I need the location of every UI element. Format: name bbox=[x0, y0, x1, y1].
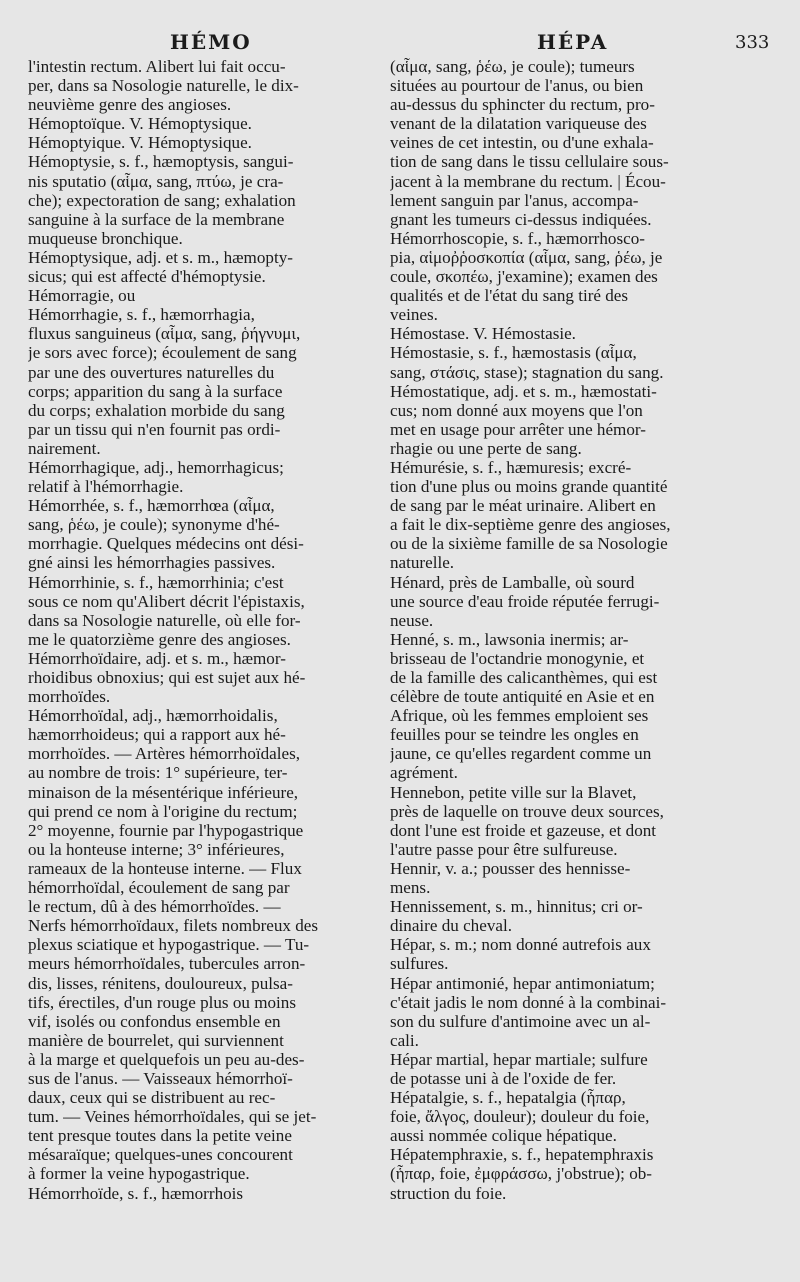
text-line: à la marge et quelquefois un peu au-des- bbox=[28, 1049, 305, 1069]
text-line: nairement. bbox=[28, 438, 101, 458]
text-line: Hépar, s. m.; nom donné autrefois aux bbox=[390, 935, 651, 955]
text-line: Hémorrhagique, adj., hemorrhagicus; bbox=[28, 457, 284, 477]
text-line: neuvième genre des angioses. bbox=[28, 95, 232, 115]
right-column bbox=[390, 57, 740, 1203]
text-line: 2° moyenne, fournie par l'hypogastrique bbox=[28, 820, 304, 840]
text-line: une source d'eau froide réputée ferrugi- bbox=[390, 591, 660, 611]
text-line: feuilles pour se teindre les ongles en bbox=[390, 725, 639, 745]
header-left-word: HÉMO bbox=[170, 30, 252, 54]
text-line: morrhoïdes. bbox=[28, 687, 111, 707]
text-line: tum. — Veines hémorrhoïdales, qui se jet- bbox=[28, 1107, 317, 1127]
text-line: dans sa Nosologie naturelle, où elle for- bbox=[28, 610, 301, 630]
text-line: per, dans sa Nosologie naturelle, le dix- bbox=[28, 76, 299, 96]
text-line: jaune, ce qu'elles regardent comme un bbox=[390, 744, 652, 764]
text-line: situées au pourtour de l'anus, ou bien bbox=[390, 76, 644, 96]
text-line: qualités et de l'état du sang tiré des bbox=[390, 286, 629, 306]
left-column bbox=[28, 57, 378, 1203]
text-line: Henné, s. m., lawsonia inermis; ar- bbox=[390, 629, 629, 649]
text-line: son du sulfure d'antimoine avec un al- bbox=[390, 1011, 651, 1031]
text-line: je sors avec force); écoulement de sang bbox=[28, 343, 297, 363]
text-line: Hémorrhoïdaire, adj. et s. m., hæmor- bbox=[28, 648, 286, 668]
text-line: struction du foie. bbox=[390, 1183, 507, 1203]
text-line: plexus sciatique et hypogastrique. — Tu- bbox=[28, 935, 310, 955]
text-line: dont l'une est froide et gazeuse, et dont bbox=[390, 820, 657, 840]
page-number: 333 bbox=[735, 32, 770, 53]
text-line: tifs, érectiles, d'un rouge plus ou moins bbox=[28, 992, 296, 1012]
text-line: Hémorrhagie, s. f., hæmorrhagia, bbox=[28, 305, 255, 325]
text-line: Hémoptyique. V. Hémoptysique. bbox=[28, 133, 252, 153]
text-line: Hennissement, s. m., hinnitus; cri or- bbox=[390, 897, 643, 917]
text-line: Hémurésie, s. f., hæmuresis; excré- bbox=[390, 457, 632, 477]
text-line: sous ce nom qu'Alibert décrit l'épistaxis, bbox=[28, 591, 305, 611]
text-line: Hémoptoïque. V. Hémoptysique. bbox=[28, 114, 252, 134]
text-line: relatif à l'hémorrhagie. bbox=[28, 477, 184, 497]
text-line: dinaire du cheval. bbox=[390, 916, 512, 936]
text-line: rhoidibus obnoxius; qui est sujet aux hé- bbox=[28, 668, 306, 687]
text-line: veines de cet intestin, ou d'une exhala- bbox=[390, 133, 654, 153]
text-line: Nerfs hémorrhoïdaux, filets nombreux des bbox=[28, 916, 319, 936]
text-line: Hémorrhoïde, s. f., hæmorrhois bbox=[28, 1183, 244, 1203]
text-line: hæmorrhoideus; qui a rapport aux hé- bbox=[28, 725, 286, 745]
text-line: foie, ἄλγος, douleur); douleur du foie, bbox=[390, 1107, 650, 1127]
text-line: ou la honteuse interne; 3° inférieures, bbox=[28, 839, 285, 859]
text-line: vif, isolés ou confondus ensemble en bbox=[28, 1011, 281, 1031]
text-line: au-dessus du sphincter du rectum, pro- bbox=[390, 95, 655, 115]
text-line: c'était jadis le nom donné à la combinai- bbox=[390, 992, 667, 1012]
text-line: tent presque toutes dans la petite veine bbox=[28, 1126, 292, 1146]
text-line: l'intestin rectum. Alibert lui fait occu- bbox=[28, 57, 286, 76]
text-line: Hépatalgie, s. f., hepatalgia (ἧπαρ, bbox=[390, 1088, 626, 1108]
text-line: mens. bbox=[390, 878, 431, 898]
text-line: le rectum, dû à des hémorrhoïdes. — bbox=[28, 897, 281, 917]
text-line: au nombre de trois: 1° supérieure, ter- bbox=[28, 763, 288, 783]
text-line: Hémoptysie, s. f., hæmoptysis, sangui- bbox=[28, 152, 294, 172]
text-line: Afrique, où les femmes emploient ses bbox=[390, 706, 649, 726]
text-line: mésaraïque; quelques-unes concourent bbox=[28, 1145, 293, 1165]
text-line: Hépatemphraxie, s. f., hepatemphraxis bbox=[390, 1145, 654, 1165]
text-line: Hennir, v. a.; pousser des hennisse- bbox=[390, 858, 631, 878]
text-line: Hémorragie, ou bbox=[28, 286, 136, 306]
text-line: sus de l'anus. — Vaisseaux hémorrhoï- bbox=[28, 1068, 293, 1088]
text-line: tion d'une plus ou moins grande quantité bbox=[390, 477, 668, 497]
text-line: jacent à la membrane du rectum. | Écou- bbox=[390, 171, 666, 191]
text-line: célèbre de toute antiquité en Asie et en bbox=[390, 687, 655, 707]
text-line: Hémorrhée, s. f., hæmorrhœa (αἷμα, bbox=[28, 496, 275, 516]
text-line: veines. bbox=[390, 305, 438, 325]
text-line: manière de bourrelet, qui surviennent bbox=[28, 1030, 284, 1050]
text-line: cus; nom donné aux moyens que l'on bbox=[390, 400, 643, 420]
text-line: neuse. bbox=[390, 610, 434, 630]
text-line: Hépar martial, hepar martiale; sulfure bbox=[390, 1049, 648, 1069]
text-line: gnant les tumeurs ci-dessus indiquées. bbox=[390, 209, 652, 229]
text-line: daux, ceux qui se distribuent au rec- bbox=[28, 1088, 276, 1108]
text-line: fluxus sanguineus (αἷμα, sang, ῥήγνυμι, bbox=[28, 324, 301, 344]
text-line: naturelle. bbox=[390, 553, 455, 573]
text-line: Hennebon, petite ville sur la Blavet, bbox=[390, 782, 637, 802]
running-header bbox=[0, 30, 800, 56]
text-line: de potasse uni à de l'oxide de fer. bbox=[390, 1068, 617, 1088]
text-line: venant de la dilatation variqueuse des bbox=[390, 114, 647, 134]
text-line: dis, lisses, rénitens, douloureux, pulsa- bbox=[28, 973, 293, 993]
text-line: muqueuse bronchique. bbox=[28, 228, 183, 248]
text-line: à former la veine hypogastrique. bbox=[28, 1164, 250, 1184]
text-line: Hémorrhoscopie, s. f., hæmorrhosco- bbox=[390, 228, 645, 248]
text-line: Hénard, près de Lamballe, où sourd bbox=[390, 572, 635, 592]
text-line: tion de sang dans le tissu cellulaire sous- bbox=[390, 152, 669, 172]
text-line: gné ainsi les hémorrhagies passives. bbox=[28, 553, 276, 573]
text-line: près de laquelle on trouve deux sources, bbox=[390, 801, 664, 821]
text-line: sang, στάσις, stase); stagnation du sang. bbox=[390, 362, 664, 382]
text-line: du corps; exhalation morbide du sang bbox=[28, 400, 285, 420]
text-line: de sang par le méat urinaire. Alibert en bbox=[390, 496, 656, 516]
text-line: coule, σκοπέω, j'examine); examen des bbox=[390, 267, 658, 287]
text-line: minaison de la mésentérique inférieure, bbox=[28, 782, 299, 802]
text-line: hémorrhoïdal, écoulement de sang par bbox=[28, 878, 290, 898]
text-line: Hémostase. V. Hémostasie. bbox=[390, 324, 576, 344]
text-line: Hémorrhoïdal, adj., hæmorrhoidalis, bbox=[28, 706, 278, 726]
text-line: qui prend ce nom à l'origine du rectum; bbox=[28, 801, 298, 821]
text-line: Hémostasie, s. f., hæmostasis (αἷμα, bbox=[390, 343, 637, 363]
text-line: par une des ouvertures naturelles du bbox=[28, 362, 275, 382]
text-line: morrhoïdes. — Artères hémorrhoïdales, bbox=[28, 744, 301, 764]
text-line: met en usage pour arrêter une hémor- bbox=[390, 419, 646, 439]
text-line: aussi nommée colique hépatique. bbox=[390, 1126, 617, 1146]
text-line: rameaux de la honteuse interne. — Flux bbox=[28, 858, 302, 878]
text-line: corps; apparition du sang à la surface bbox=[28, 381, 283, 401]
text-line: de la famille des calicanthèmes, qui est bbox=[390, 668, 658, 687]
text-line: Hémorrhinie, s. f., hæmorrhinia; c'est bbox=[28, 572, 284, 592]
header-right-word: HÉPA bbox=[537, 30, 609, 54]
text-line: (αἷμα, sang, ῥέω, je coule); tumeurs bbox=[390, 57, 635, 76]
text-line: (ἧπαρ, foie, ἐμφράσσω, j'obstrue); ob- bbox=[390, 1164, 652, 1184]
text-line: par un tissu qui n'en fournit pas ordi- bbox=[28, 419, 281, 439]
text-line: morrhagie. Quelques médecins ont dési- bbox=[28, 534, 304, 554]
text-line: che); expectoration de sang; exhalation bbox=[28, 190, 296, 210]
text-line: me le quatorzième genre des angioses. bbox=[28, 629, 291, 649]
text-line: brisseau de l'octandrie monogynie, et bbox=[390, 648, 645, 668]
text-line: Hémostatique, adj. et s. m., hæmostati- bbox=[390, 381, 657, 401]
text-line: sicus; qui est affecté d'hémoptysie. bbox=[28, 267, 266, 287]
text-line: pia, αἱμοῤῥοσκοπία (αἷμα, sang, ῥέω, je bbox=[390, 247, 663, 267]
text-line: Hépar antimonié, hepar antimoniatum; bbox=[390, 973, 655, 993]
text-line: meurs hémorrhoïdales, tubercules arron- bbox=[28, 954, 306, 974]
text-line: Hémoptysique, adj. et s. m., hæmopty- bbox=[28, 247, 293, 267]
text-line: nis sputatio (αἷμα, sang, πτύω, je cra- bbox=[28, 171, 284, 191]
text-line: rhagie ou une perte de sang. bbox=[390, 438, 582, 458]
text-line: sulfures. bbox=[390, 954, 449, 974]
text-line: cali. bbox=[390, 1030, 419, 1050]
text-line: lement sanguin par l'anus, accompa- bbox=[390, 190, 639, 210]
text-line: agrément. bbox=[390, 763, 458, 783]
text-line: ou de la sixième famille de sa Nosologie bbox=[390, 534, 668, 554]
text-line: sanguine à la surface de la membrane bbox=[28, 209, 285, 229]
text-line: sang, ῥέω, je coule); synonyme d'hé- bbox=[28, 515, 280, 535]
text-line: a fait le dix-septième genre des angioses, bbox=[390, 515, 671, 535]
text-line: l'autre passe pour être sulfureuse. bbox=[390, 839, 618, 859]
